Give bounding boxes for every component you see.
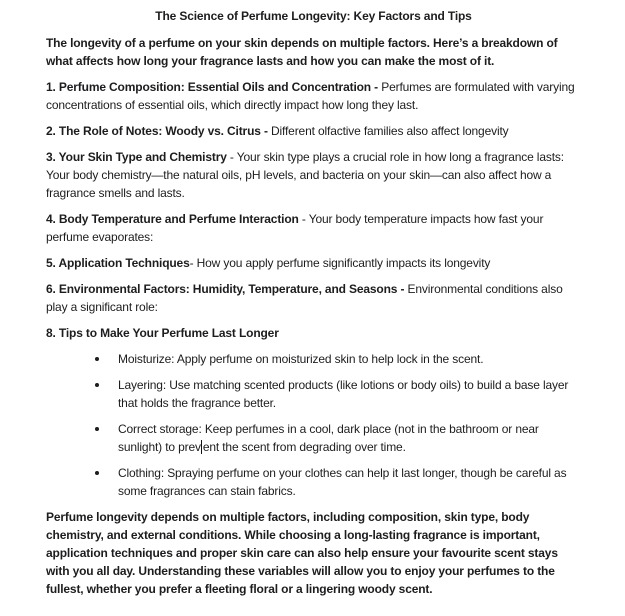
bullet-text: Layering: Use matching scented products (like lotions or body oils) to build a base layer that holds the fragrance better. <box>118 378 569 410</box>
section-1-heading-text: 1. Perfume Composition: Essential Oils and Concentration - <box>46 80 379 94</box>
list-item-correct-storage[interactable] <box>91 420 581 456</box>
section-4-body-text: - Your body temperature impacts how fast your perfume evaporates: <box>46 212 544 244</box>
bullet-text-after-caret: ent the scent from degrading over time. <box>202 440 406 454</box>
section-2-heading-text: 2. The Role of Notes: Woody vs. Citrus - <box>46 124 268 138</box>
document-title[interactable]: The Science of Perfume Longevity: Key Factors and Tips <box>155 9 472 23</box>
section-paragraph-2[interactable] <box>46 122 581 140</box>
bullet-text: Clothing: Spraying perfume on your clothes can help it last longer, though be careful as some fragrances can stain fabrics. <box>118 466 567 498</box>
section-2-body-text: Different olfactive families also affect longevity <box>267 124 509 138</box>
tips-heading[interactable]: 8. Tips to Make Your Perfume Last Longer <box>46 326 279 340</box>
intro-paragraph[interactable]: The longevity of a perfume on your skin depends on multiple factors. Here’s a breakdown of what affects how long your fragrance lasts and how you can make the most of it. <box>46 36 558 68</box>
bullet-icon <box>95 427 99 431</box>
bullet-icon <box>95 357 99 361</box>
bullet-text: Moisturize: Apply perfume on moisturized skin to help lock in the scent. <box>118 352 484 366</box>
list-item-moisturize[interactable] <box>91 350 581 368</box>
section-3-heading-text: 3. Your Skin Type and Chemistry <box>46 150 227 164</box>
tips-list <box>91 350 581 500</box>
list-item-layering[interactable] <box>91 376 581 412</box>
bullet-icon <box>95 383 99 387</box>
section-paragraph-1[interactable] <box>46 78 581 114</box>
section-paragraph-5[interactable] <box>46 254 581 272</box>
section-3-body-text: - Your skin type plays a crucial role in how long a fragrance lasts: Your body chemistry—the natural oils, pH levels, and bacteria on your skin—can also affect how a fragrance smells and lasts. <box>46 150 564 200</box>
closing-paragraph[interactable]: Perfume longevity depends on multiple factors, including composition, skin type, body chemistry, and external conditions. While choosing a long-lasting fragrance is important, application techniques and proper skin care can also help ensure your favourite scent stays with you all day. Understanding these variables will allow you to enjoy your perfumes to the fullest, whether you prefer a fleeting floral or a lingering woody scent. <box>46 510 558 596</box>
bullet-icon <box>95 471 99 475</box>
section-4-heading-text: 4. Body Temperature and Perfume Interaction <box>46 212 299 226</box>
section-paragraph-6[interactable] <box>46 280 581 316</box>
section-5-heading-text: 5. Application Techniques <box>46 256 190 270</box>
section-paragraph-4[interactable] <box>46 210 581 246</box>
section-paragraph-3[interactable] <box>46 148 581 202</box>
section-6-heading-text: 6. Environmental Factors: Humidity, Temperature, and Seasons - <box>46 282 405 296</box>
bullet-text-before-caret: Correct storage: Keep perfumes in a cool, dark place (not in the bathroom or near sunlight) to prev <box>118 422 539 454</box>
list-item-clothing[interactable] <box>91 464 581 500</box>
section-1-body-text: Perfumes are formulated with varying concentrations of essential oils, which directly impact how long they last. <box>46 80 575 112</box>
section-5-body-text: - How you apply perfume significantly impacts its longevity <box>189 256 491 270</box>
section-6-body-text: Environmental conditions also play a significant role: <box>46 282 563 314</box>
